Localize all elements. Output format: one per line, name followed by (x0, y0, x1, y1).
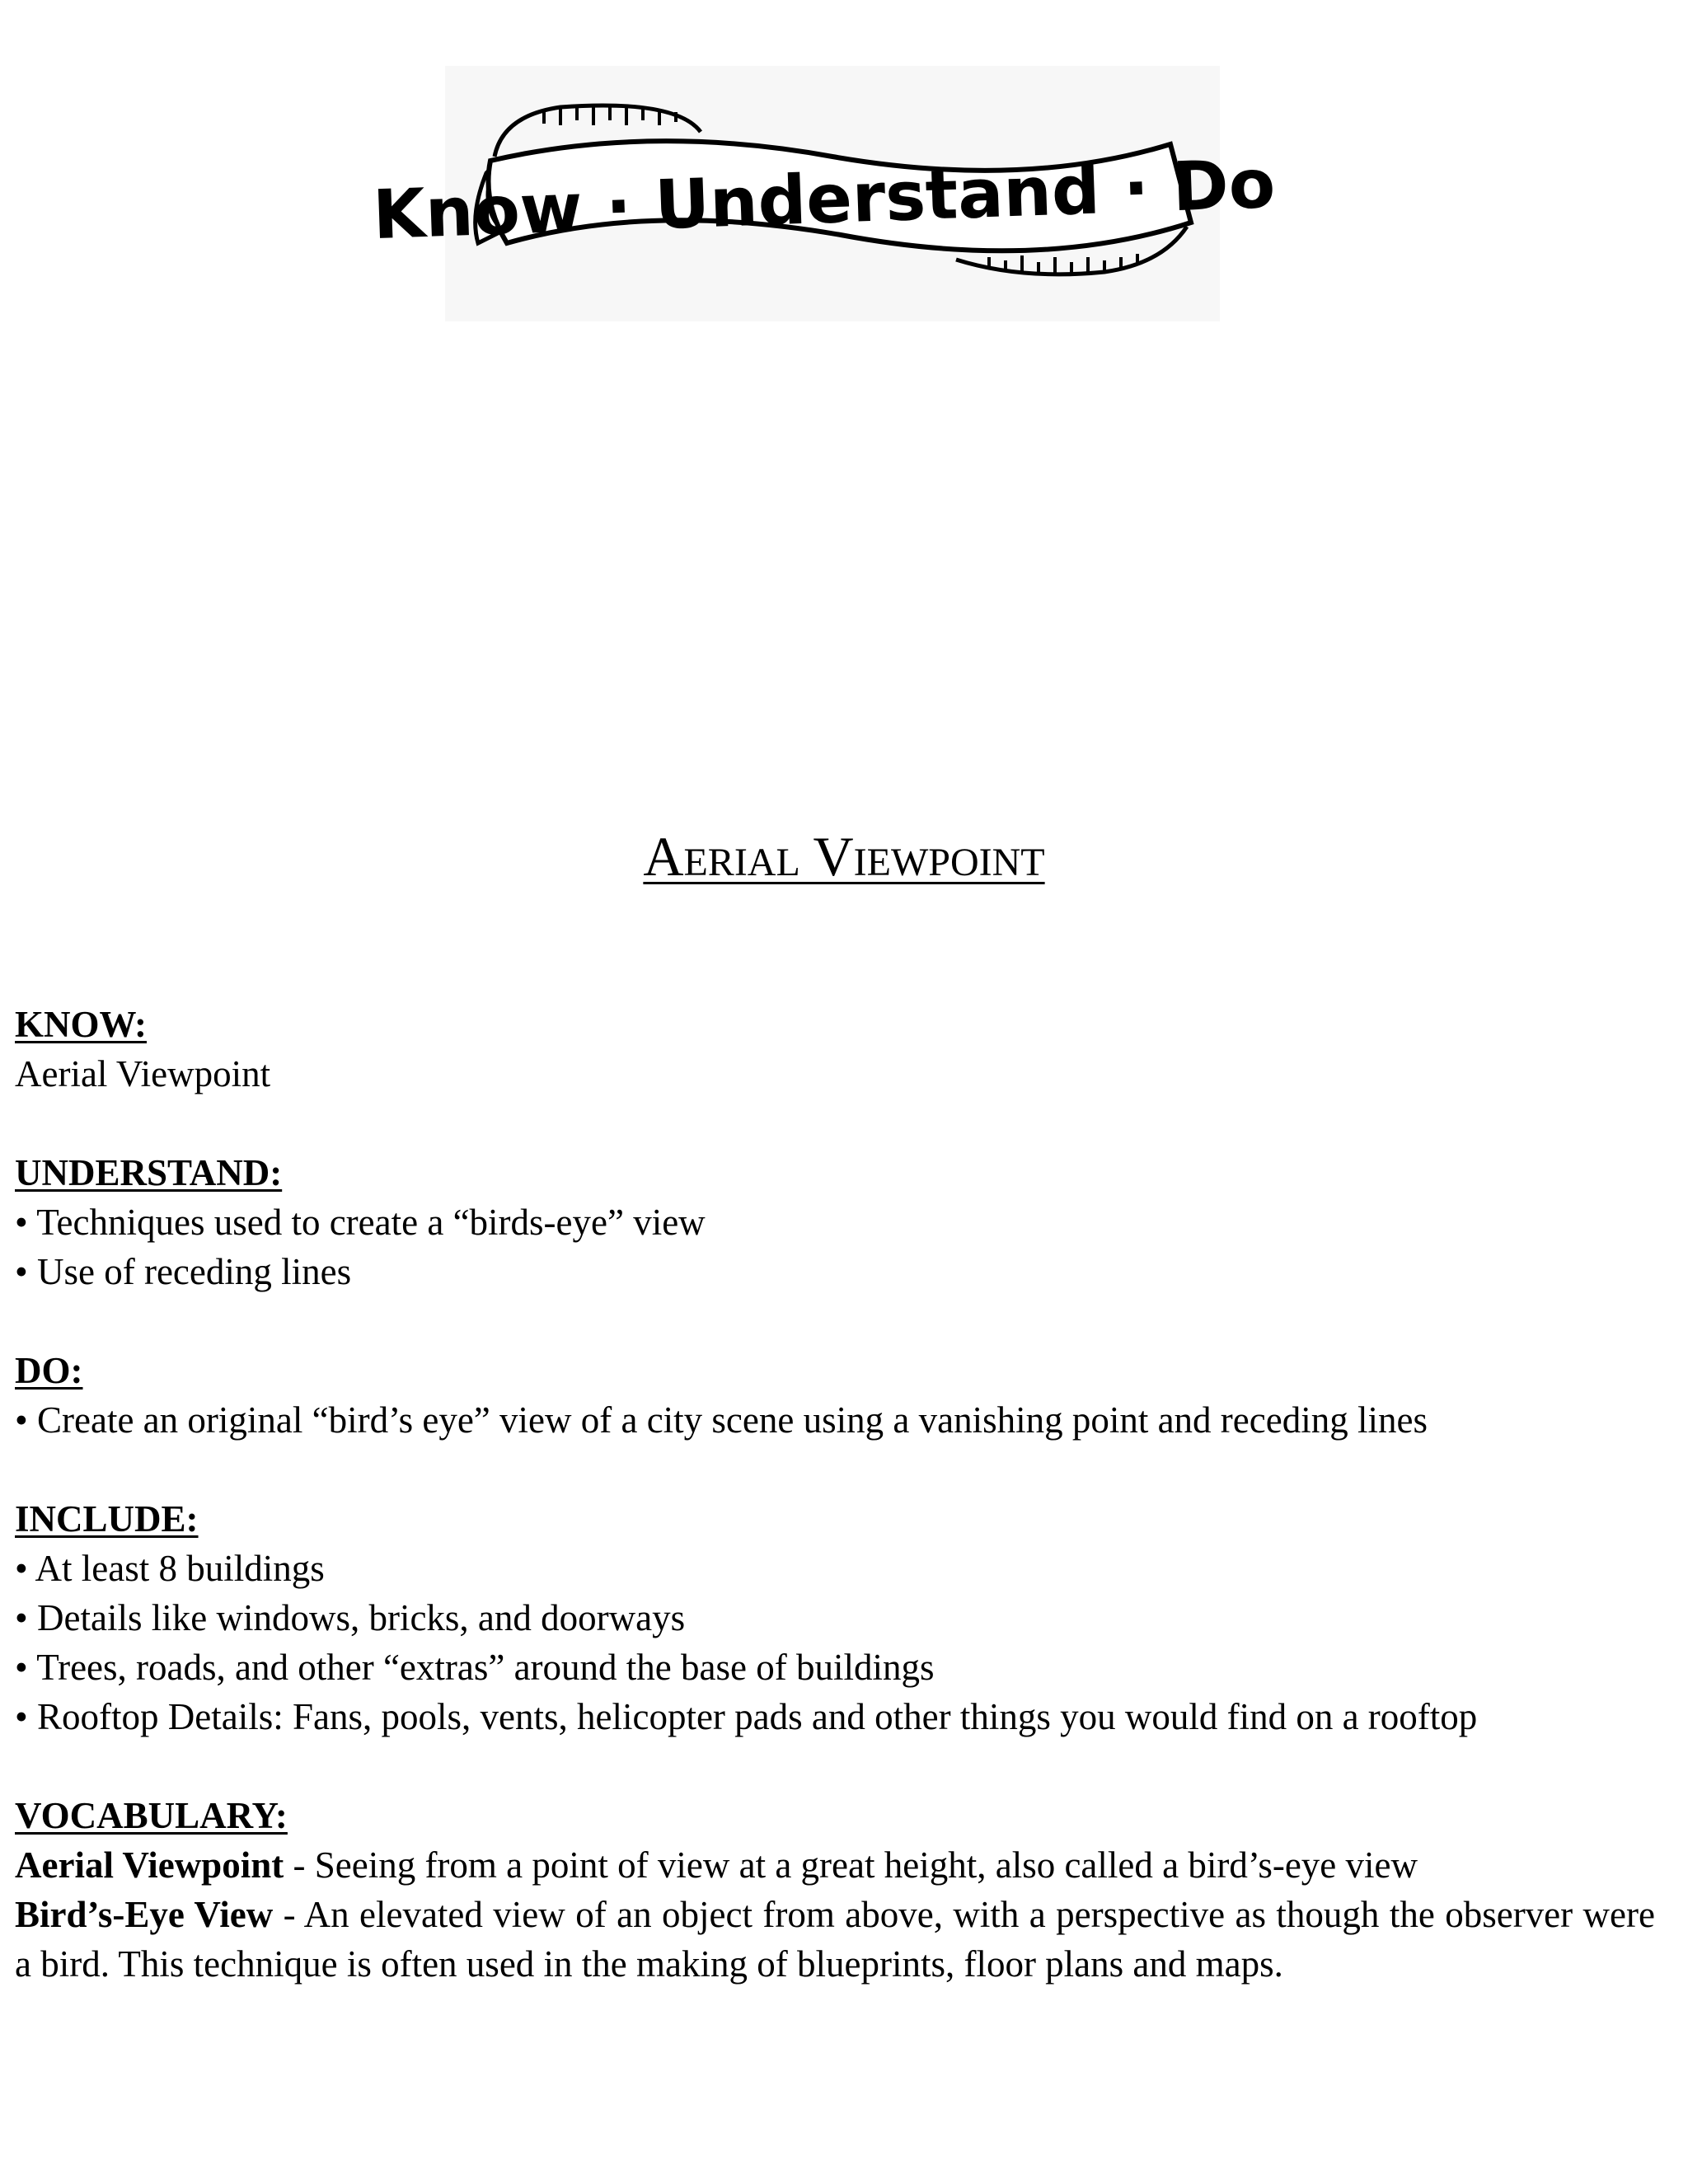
understand-heading: UNDERSTAND: (15, 1152, 283, 1193)
vocab-definition: - An elevated view of an object from above, with a perspective as though the observer were a bird. This technique is often used in the making of blueprints, floor plans and maps. (15, 1894, 1655, 1985)
include-item: • Rooftop Details: Fans, pools, vents, helicopter pads and other things you would find on a rooftop (15, 1696, 1478, 1737)
understand-section (15, 1148, 1655, 1296)
include-item: • Trees, roads, and other “extras” around the base of buildings (15, 1647, 935, 1688)
page-title: Aerial Viewpoint (643, 825, 1045, 888)
vocab-entry (15, 1840, 1655, 1890)
vocab-term: Bird’s-Eye View (15, 1894, 274, 1935)
vocabulary-heading: VOCABULARY: (15, 1795, 288, 1836)
vocabulary-section (15, 1791, 1655, 1989)
vocab-term: Aerial Viewpoint (15, 1844, 284, 1886)
vocab-entry (15, 1890, 1655, 1989)
lesson-content (15, 1000, 1655, 2038)
know-heading: KNOW: (15, 1004, 148, 1045)
know-section (15, 1000, 1655, 1099)
include-item: • At least 8 buildings (15, 1548, 325, 1589)
know-item: Aerial Viewpoint (15, 1053, 271, 1094)
understand-item: • Use of receding lines (15, 1251, 352, 1292)
understand-item: • Techniques used to create a “birds-eye” view (15, 1202, 706, 1243)
vocab-definition: - Seeing from a point of view at a great height, also called a bird’s-eye view (284, 1844, 1418, 1886)
include-heading: INCLUDE: (15, 1498, 199, 1540)
logo-banner (371, 66, 1277, 321)
ribbon-banner-icon (371, 66, 1277, 321)
do-section (15, 1346, 1655, 1445)
do-item: • Create an original “bird’s eye” view of a city scene using a vanishing point and receding lines (15, 1399, 1428, 1441)
logo-text: Know · Understand · Do (371, 144, 1277, 255)
do-heading: DO: (15, 1350, 83, 1391)
include-section (15, 1494, 1655, 1741)
include-item: • Details like windows, bricks, and doorways (15, 1597, 686, 1638)
